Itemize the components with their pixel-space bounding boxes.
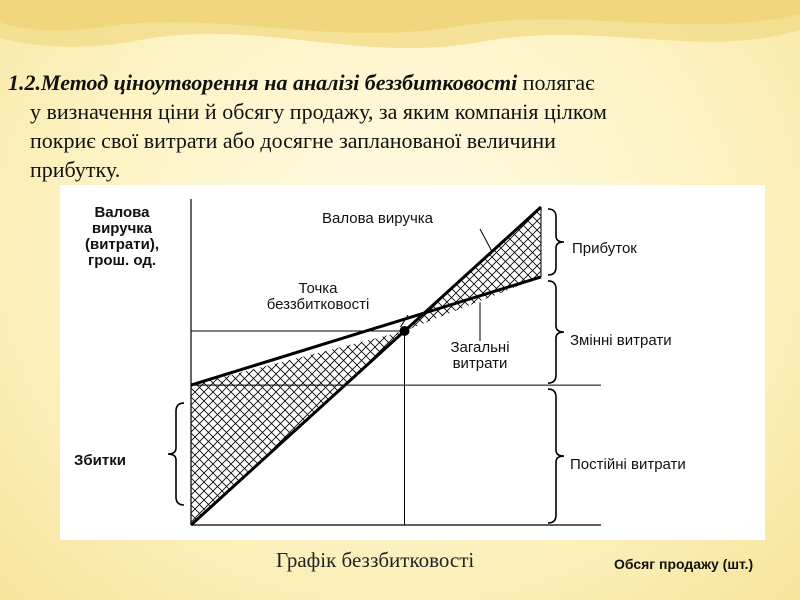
fixed-costs-label: Постійні витрати [570,456,686,473]
decorative-wave [0,0,800,72]
break-even-annotation [238,281,398,313]
x-axis-label: Обсяг продажу (шт.) [614,556,754,572]
break-even-chart [60,185,765,540]
intro-line-4: прибутку. [30,157,121,182]
fixed-costs-brace [548,389,564,523]
intro-line-3: покриє свої витрати або досягне запланованої величини [30,128,556,153]
y-axis-label-line: виручка [91,220,153,237]
intro-heading: 1.2.Метод ціноутворення на аналізі беззбитковості [8,70,518,95]
break-even-annotation-line: Точка [298,280,338,297]
y-axis-label [74,205,170,269]
chart-caption: Графік беззбитковості [276,548,475,572]
revenue-annotation: Валова виручка [322,210,433,227]
y-axis-label-line: грош. од. [87,252,157,269]
loss-brace [168,403,184,505]
profit-brace [548,209,564,275]
y-axis-label-line: Валова [94,204,150,221]
variable-costs-brace [548,281,564,383]
total-costs-annotation-line: витрати [452,355,508,372]
variable-costs-label: Змінні витрати [570,332,672,349]
intro-heading-rest: полягає [517,70,595,95]
intro-line-2: у визначення ціни й обсягу продажу, за яким компанія цілком [30,99,607,124]
y-axis-label-line: (витрати), [84,236,160,253]
intro-text [8,68,788,184]
loss-label: Збитки [74,452,126,469]
total-costs-annotation [430,340,530,372]
break-even-annotation-line: беззбитковості [266,296,370,313]
break-even-point [400,326,410,336]
profit-label: Прибуток [572,240,637,257]
total-costs-annotation-line: Загальні [450,339,510,356]
revenue-pointer [480,229,492,252]
intro-line-1 [8,68,788,97]
